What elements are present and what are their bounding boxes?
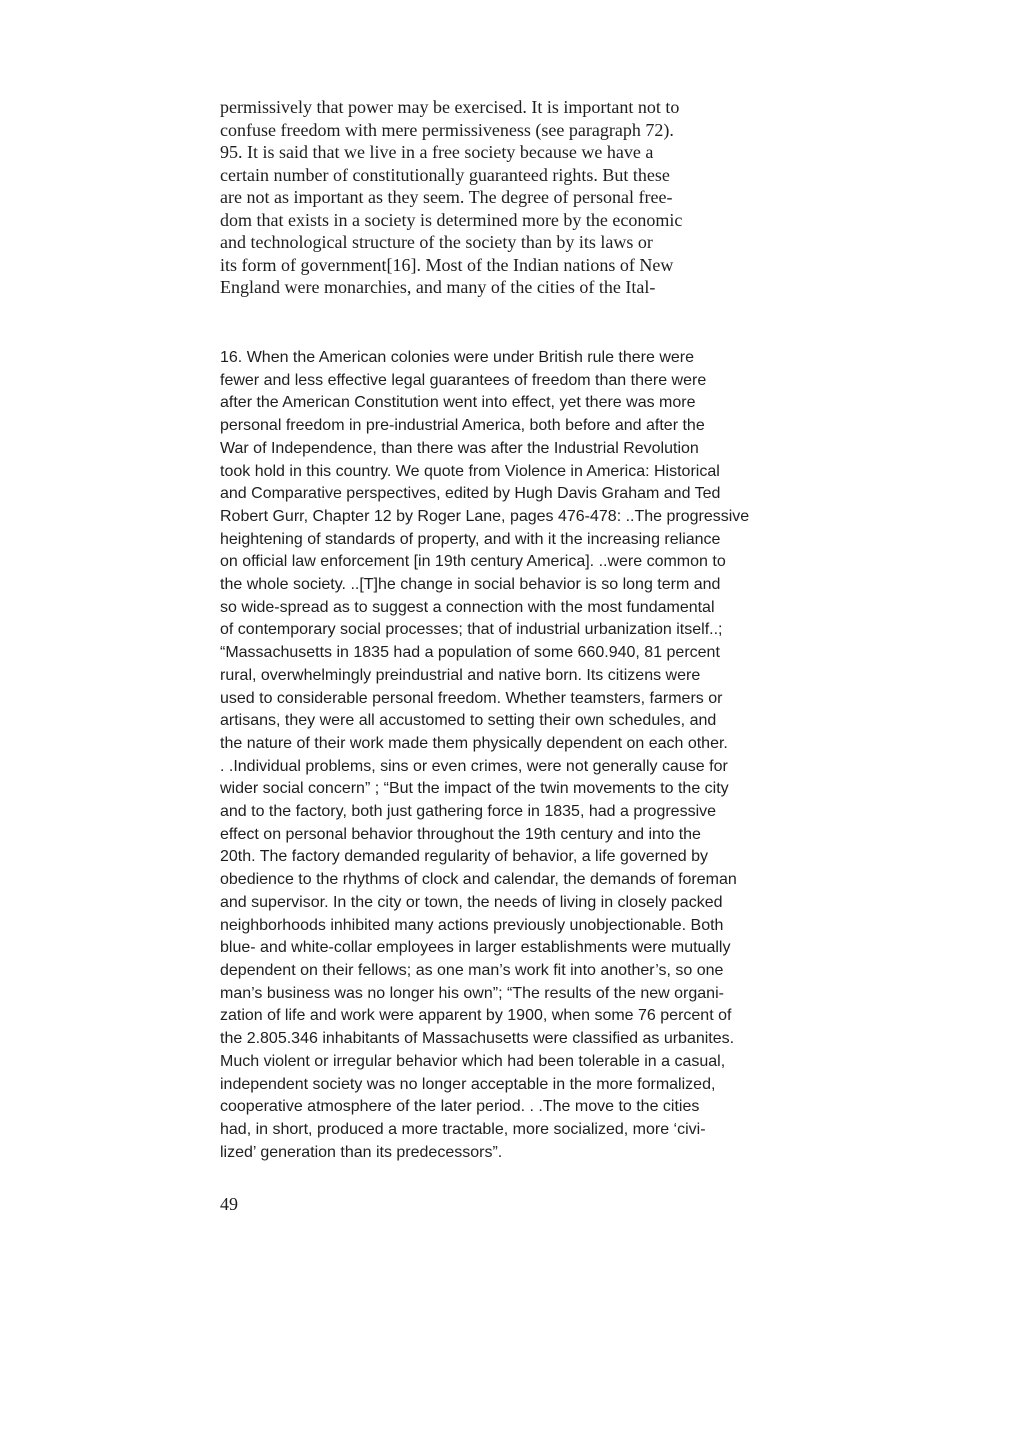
footnote-line: the whole society. ..[T]he change in social behavior is so long term and — [220, 576, 721, 594]
body-line: confuse freedom with mere permissiveness (see paragraph 72). — [220, 119, 674, 140]
page-number: 49 — [220, 1194, 238, 1214]
footnote-line: personal freedom in pre-industrial America, both before and after the — [220, 417, 705, 435]
footnote-line: of contemporary social processes; that of industrial urbanization itself..; — [220, 621, 723, 639]
footnote-line: dependent on their fellows; as one man’s work fit into another’s, so one — [220, 961, 724, 979]
footnote-line: man’s business was no longer his own”; “The results of the new organi- — [220, 984, 724, 1002]
footnote-line: so wide-spread as to suggest a connection with the most fundamental — [220, 598, 715, 616]
footnote-line: the 2.805.346 inhabitants of Massachusetts were classified as urbanites. — [220, 1030, 735, 1048]
footnote-line: neighborhoods inhibited many actions previously unobjectionable. Both — [220, 916, 724, 934]
body-line: certain number of constitutionally guaranteed rights. But these — [220, 164, 670, 185]
footnote-line: artisans, they were all accustomed to setting their own schedules, and — [220, 712, 717, 730]
footnote-line: “Massachusetts in 1835 had a population of some 660.940, 81 percent — [220, 644, 720, 662]
footnote-line: effect on personal behavior throughout the 19th century and into the — [220, 825, 701, 843]
footnote-line: heightening of standards of property, and with it the increasing reliance — [220, 530, 721, 548]
body-line: England were monarchies, and many of the cities of the Ital- — [220, 277, 656, 297]
footnote-line: and Comparative perspectives, edited by Hugh Davis Graham and Ted — [220, 485, 721, 503]
footnote-line: obedience to the rhythms of clock and calendar, the demands of foreman — [220, 871, 737, 889]
body-line: and technological structure of the society than by its laws or — [220, 232, 653, 252]
body-line: permissively that power may be exercised. It is important not to — [220, 97, 680, 117]
footnote-line: zation of life and work were apparent by 1900, when some 76 percent of — [220, 1007, 732, 1025]
body-line: 95. It is said that we live in a free society because we have a — [220, 142, 654, 162]
footnote-line: independent society was no longer acceptable in the more formalized, — [220, 1075, 716, 1093]
footnote-line: 16. When the American colonies were under British rule there were — [220, 349, 695, 366]
body-line: its form of government[16]. Most of the Indian nations of New — [220, 254, 674, 275]
footnote-line: and to the factory, both just gathering force in 1835, had a progressive — [220, 803, 717, 821]
footnote-line: the nature of their work made them physically dependent on each other. — [220, 734, 728, 752]
footnote-line: used to considerable personal freedom. Whether teamsters, farmers or — [220, 689, 723, 707]
footnote-line: had, in short, produced a more tractable, more socialized, more ‘civi- — [220, 1120, 706, 1138]
footnote-line: and supervisor. In the city or town, the needs of living in closely packed — [220, 893, 723, 911]
footnote-line: 20th. The factory demanded regularity of behavior, a life governed by — [220, 848, 709, 866]
footnote-line: after the American Constitution went into effect, yet there was more — [220, 394, 696, 412]
footnote-line: wider social concern” ; “But the impact of the twin movements to the city — [220, 780, 729, 798]
footnote-line: on official law enforcement [in 19th century America]. ..were common to — [220, 553, 726, 571]
body-line: are not as important as they seem. The degree of personal free- — [220, 187, 673, 207]
footnote-line: lized’ generation than its predecessors”. — [220, 1143, 503, 1161]
footnote-line: Robert Gurr, Chapter 12 by Roger Lane, pages 476-478: ..The progressive — [220, 507, 750, 525]
footnote-line: fewer and less effective legal guarantees of freedom than there were — [220, 371, 707, 389]
footnote — [220, 347, 820, 1164]
body-line: dom that exists in a society is determined more by the economic — [220, 209, 683, 230]
footnote-line: cooperative atmosphere of the later period. . .The move to the cities — [220, 1098, 700, 1116]
footnote-line: War of Independence, than there was after the Industrial Revolution — [220, 439, 699, 457]
footnote-line: . .Individual problems, sins or even crimes, were not generally cause for — [220, 757, 728, 775]
footnote-line: took hold in this country. We quote from Violence in America: Historical — [220, 462, 720, 480]
footnote-line: Much violent or irregular behavior which had been tolerable in a casual, — [220, 1052, 726, 1070]
body-paragraph — [220, 96, 780, 299]
footnote-line: rural, overwhelmingly preindustrial and native born. Its citizens were — [220, 666, 701, 684]
footnote-line: blue- and white-collar employees in larger establishments were mutually — [220, 939, 731, 957]
